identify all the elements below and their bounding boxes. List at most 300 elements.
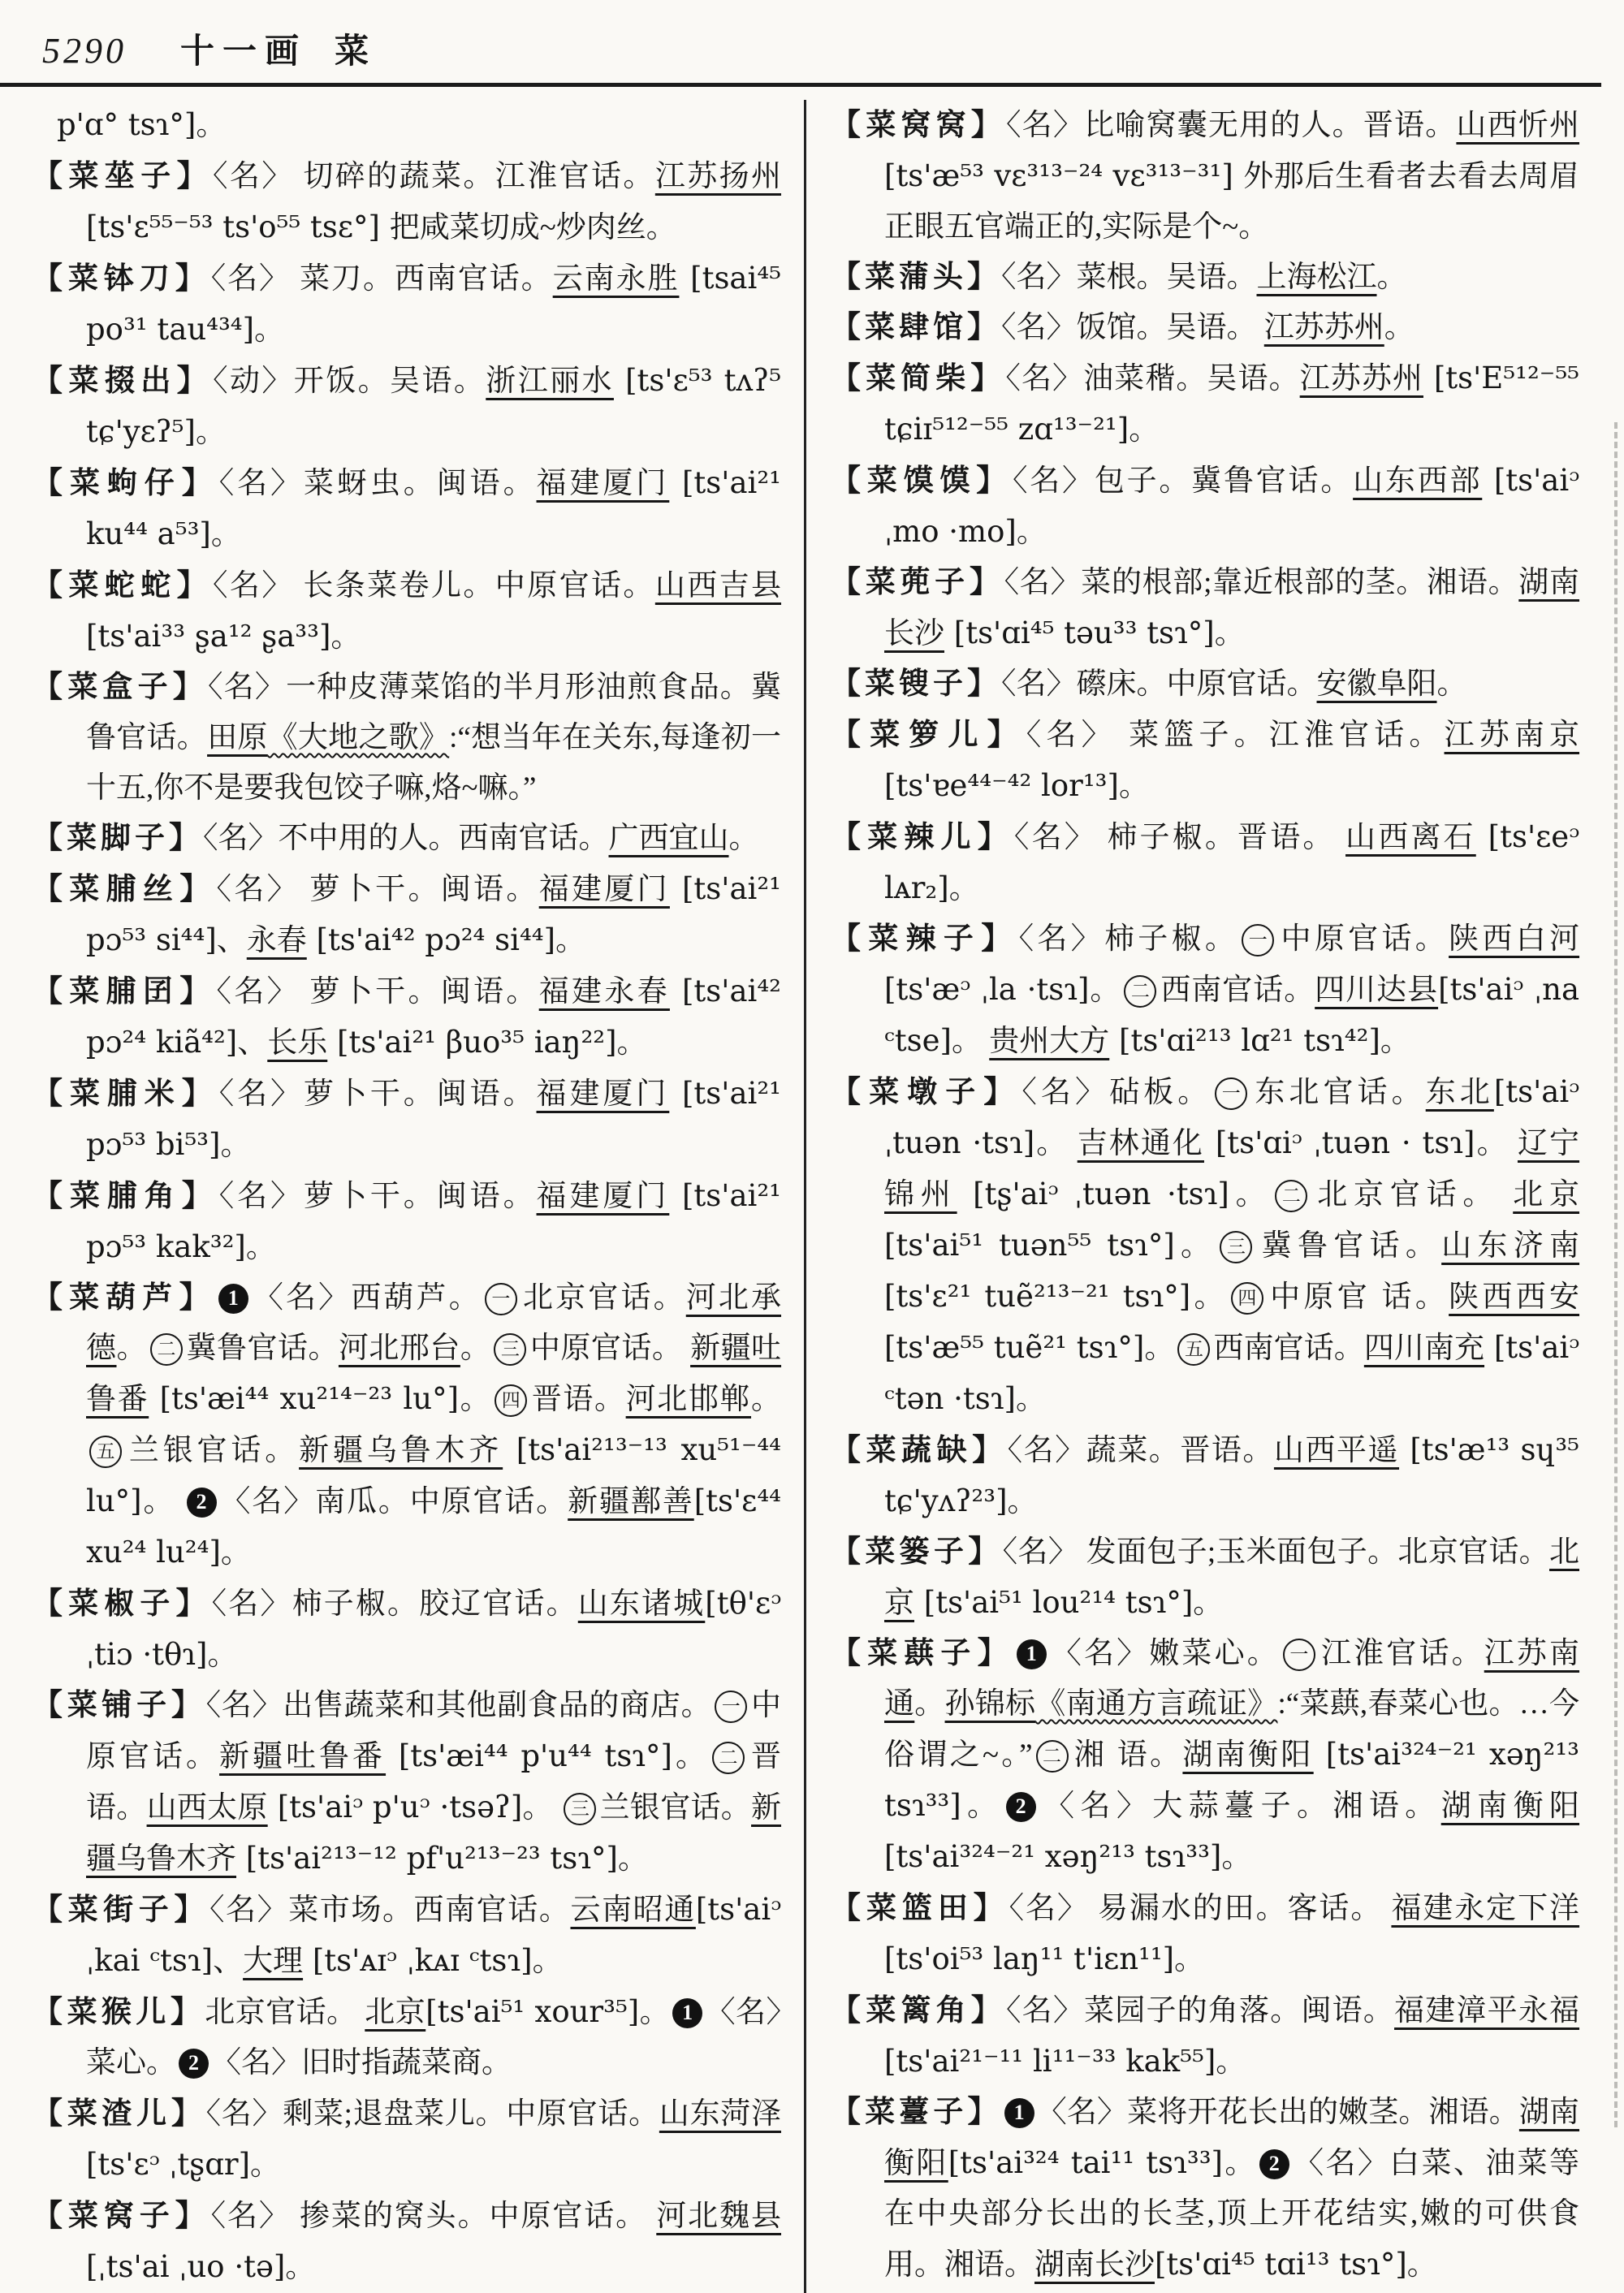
entry-text: 。 bbox=[1193, 1587, 1224, 1620]
place-name: 福建永春 bbox=[538, 975, 670, 1008]
entry-headword: 【菜蒲头】 bbox=[831, 261, 1001, 294]
ipa-transcription: [tʂ'aiᵓ ˌtuən ·tsɿ] bbox=[957, 1177, 1229, 1211]
entry-headword: 【菜蕻子】 bbox=[831, 1637, 1014, 1670]
dict-entry bbox=[32, 814, 781, 864]
ipa-transcription: [ts'æi⁴⁴ xu²¹⁴⁻²³ lu°] bbox=[149, 1381, 460, 1416]
dict-entry bbox=[32, 1885, 781, 1987]
place-name: 湖南衡阳 bbox=[1440, 1790, 1580, 1823]
entry-text: 。 bbox=[1406, 2248, 1437, 2282]
subsense-number-badge: 二 bbox=[1275, 1180, 1307, 1212]
entry-text: 。 bbox=[1380, 1025, 1410, 1058]
entry-text: 〈名〉砧板。 bbox=[1021, 1076, 1212, 1109]
entry-text: 。 bbox=[330, 620, 361, 654]
ipa-transcription: [ts'ai⁴² pɔ²⁴ si⁴⁴] bbox=[306, 922, 556, 957]
entry-text: 江淮官话。 bbox=[1318, 1637, 1484, 1670]
entry-text: 〈名〉油菜稭。吴语。 bbox=[1005, 362, 1300, 395]
ipa-transcription: [ts'ai²¹ ku⁴⁴ a⁵³] bbox=[86, 465, 782, 551]
entry-text: 。 bbox=[532, 1945, 563, 1978]
subsense-number-badge: 一 bbox=[715, 1691, 747, 1723]
entry-headword: 【菜辣儿】 bbox=[831, 821, 1014, 854]
dict-entry bbox=[831, 659, 1579, 710]
place-name: 陕西西安 bbox=[1449, 1280, 1580, 1314]
subsense-number-badge: 四 bbox=[495, 1384, 527, 1417]
entry-headword: 【菜窝窝】 bbox=[831, 109, 1006, 142]
entry-text: 〈名〉包子。冀鲁官话。 bbox=[1012, 464, 1354, 498]
entry-headword: 【菜葫芦】 bbox=[32, 1281, 216, 1315]
dict-entry bbox=[32, 560, 781, 663]
place-name: 安徽阜阳 bbox=[1316, 667, 1437, 701]
dict-entry bbox=[32, 1578, 781, 1681]
ipa-transcription: [ts'ai⁵¹ lou²¹⁴ tsɿ°] bbox=[914, 1585, 1194, 1620]
entry-text: 〈名〉 长条菜卷儿。中原官话。 bbox=[213, 569, 655, 602]
entry-text: 。 bbox=[1384, 311, 1415, 344]
ipa-transcription: [ts'oi⁵³ laŋ¹¹ t'iɛn¹¹] bbox=[884, 1941, 1175, 1976]
entry-text: 冀鲁官话。 bbox=[1255, 1229, 1442, 1263]
entry-text: 北京官话。 bbox=[520, 1281, 686, 1315]
place-name: 湖南衡阳 bbox=[884, 2096, 1580, 2180]
entry-text: 〈名〉菜的根部;靠近根部的茎。湘语。 bbox=[1004, 566, 1519, 599]
subsense-number-badge: 五 bbox=[89, 1436, 122, 1468]
entry-text: 〈名〉白菜、油菜等在中央部分长出的长茎,顶上开花结实,嫩的可供食用。湘语。 bbox=[884, 2147, 1580, 2282]
dict-entry bbox=[831, 1629, 1579, 1883]
ipa-transcription: [ts'ai⁵¹ tuən⁵⁵ tsɿ°] bbox=[884, 1228, 1175, 1263]
place-name: 江苏南通 bbox=[884, 1637, 1580, 1721]
entry-text: 冀鲁官话。 bbox=[186, 1332, 339, 1365]
place-name: 江苏苏州 bbox=[1263, 311, 1384, 344]
entry-text: 中原官话。 bbox=[529, 1332, 691, 1365]
dict-entry bbox=[831, 558, 1579, 659]
place-name: 北京 bbox=[884, 1535, 1579, 1620]
place-name: 河北魏县 bbox=[656, 2200, 782, 2233]
subsense-number-badge: 四 bbox=[1231, 1282, 1263, 1315]
entry-text: 。 bbox=[245, 1231, 276, 1264]
entry-text: 东北官话。 bbox=[1250, 1076, 1426, 1109]
ipa-transcription: [ts'ɑi²¹³ lɑ²¹ tsɿ⁴²] bbox=[1109, 1023, 1380, 1058]
place-name: 江苏扬州 bbox=[654, 160, 782, 193]
entry-text: 。 bbox=[961, 1790, 1004, 1823]
dict-entry bbox=[831, 303, 1579, 353]
ipa-transcription: [ts'aiᵓ ˌna ᶜtse] bbox=[884, 972, 1580, 1058]
place-name: 北京 bbox=[365, 1996, 426, 2029]
subsense-number-badge: 五 bbox=[1177, 1333, 1210, 1366]
place-name: 河北邯郸 bbox=[625, 1383, 752, 1416]
entry-text: 。 bbox=[1118, 770, 1149, 803]
place-name: 辽宁锦州 bbox=[884, 1127, 1580, 1211]
dict-entry bbox=[32, 1171, 781, 1273]
subsense-number-badge: 一 bbox=[1242, 924, 1274, 956]
entry-text: 。 bbox=[1034, 1127, 1078, 1160]
ipa-transcription: [ts'ai³²⁴⁻²¹ xəŋ²¹³ tsɿ³³] bbox=[884, 1839, 1222, 1874]
place-name: 山西离石 bbox=[1345, 821, 1476, 854]
place-name: 东北 bbox=[1425, 1076, 1494, 1109]
entry-text: 〈名〉菜心。 bbox=[86, 1996, 782, 2079]
dict-entry bbox=[831, 812, 1579, 914]
place-name: 新疆吐鲁番 bbox=[219, 1740, 387, 1773]
sense-number-badge: 1 bbox=[1017, 1639, 1047, 1669]
place-name: 湖南长沙 bbox=[884, 566, 1580, 650]
entry-headword: 【菜窝子】 bbox=[32, 2200, 211, 2233]
place-name: 福建永定下洋 bbox=[1391, 1892, 1580, 1925]
place-name: 福建厦门 bbox=[536, 1077, 670, 1111]
entry-text: 。 bbox=[1190, 1280, 1228, 1314]
subsense-number-badge: 二 bbox=[712, 1742, 745, 1774]
ipa-transcription: [ts'ᴀɪᵓ ˌkᴀɪ ᶜtsɿ] bbox=[303, 1943, 533, 1978]
place-name: 四川南充 bbox=[1363, 1332, 1485, 1365]
right-column bbox=[831, 100, 1579, 2293]
entry-headword: 【菜辣子】 bbox=[831, 922, 1019, 956]
dict-entry bbox=[831, 914, 1579, 1067]
dict-entry bbox=[32, 356, 781, 458]
entry-text: 兰银官话。 bbox=[599, 1791, 752, 1824]
ipa-transcription: [ts'ɐe⁴⁴⁻⁴² lor¹³] bbox=[884, 768, 1119, 803]
entry-headword: 【菜猴儿】 bbox=[32, 1996, 205, 2029]
dict-entry bbox=[831, 253, 1579, 303]
entry-text: 〈名〉 发面包子;玉米面包子。北京官话。 bbox=[1002, 1535, 1549, 1569]
entry-text: 北京官话。 bbox=[205, 1996, 365, 2029]
entry-text: 。 bbox=[1016, 516, 1047, 549]
subsense-number-badge: 一 bbox=[1283, 1639, 1315, 1671]
ipa-transcription: [ts'E⁵¹²⁻⁵⁵ tɕiɪ⁵¹²⁻⁵⁵ zɑ¹³⁻²¹] bbox=[884, 361, 1579, 447]
entry-columns bbox=[0, 87, 1624, 2293]
ipa-transcription: [ts'æ⁵³ vɛ³¹³⁻²⁴ vɛ³¹³⁻³¹] bbox=[884, 158, 1244, 193]
place-name: 永春 bbox=[246, 924, 307, 957]
entry-text: 、 bbox=[213, 1945, 244, 1978]
book-title: 《南通方言疏证》 bbox=[1035, 1687, 1278, 1721]
entry-text: 〈名〉菜将开花长出的嫩茎。湘语。 bbox=[1036, 2096, 1519, 2129]
entry-text: 。 bbox=[1007, 1485, 1038, 1518]
ipa-transcription: [ts'ai³²⁴ tai¹¹ tsɿ³³] bbox=[948, 2145, 1223, 2180]
place-name: 云南永胜 bbox=[552, 262, 680, 296]
entry-headword: 【菜箩儿】 bbox=[831, 719, 1026, 752]
entry-headword: 【菜馍馍】 bbox=[831, 464, 1013, 498]
entry-headword: 【菜蚼仔】 bbox=[32, 467, 219, 500]
entry-text: 〈名〉大蒜薹子。湘语。 bbox=[1038, 1790, 1441, 1823]
book-title: 《大地之歌》 bbox=[267, 721, 450, 754]
subsense-number-badge: 三 bbox=[1220, 1231, 1252, 1263]
entry-headword: 【菜锼子】 bbox=[831, 667, 1001, 701]
entry-headword: 【菜铺子】 bbox=[32, 1689, 206, 1722]
scan-edge-artifact bbox=[1614, 422, 1618, 2127]
entry-text: 〈名〉 柿子椒。晋语。 bbox=[1013, 821, 1346, 854]
person-name: 田原 bbox=[207, 721, 268, 754]
dict-entry bbox=[32, 2088, 781, 2191]
entry-headword: 【菜薹子】 bbox=[831, 2096, 1002, 2129]
entry-text: 。 bbox=[1229, 1178, 1272, 1211]
entry-text: 。 bbox=[1174, 1943, 1205, 1976]
entry-text: 。 bbox=[459, 1383, 492, 1416]
ipa-transcription: [ts'ɛ⁴⁴ xu²⁴ lu²⁴] bbox=[86, 1483, 782, 1570]
entry-text: 湘 语。 bbox=[1071, 1738, 1183, 1772]
entry-text: 。 bbox=[617, 1842, 648, 1876]
ipa-transcription: [ts'ai³³ ʂa¹² ʂa³³] bbox=[86, 619, 331, 654]
page-header bbox=[0, 0, 1624, 71]
entry-text: 〈名〉出售蔬菜和其他副食品的商店。 bbox=[205, 1689, 712, 1722]
dict-entry bbox=[831, 353, 1579, 456]
subsense-number-badge: 二 bbox=[150, 1333, 183, 1366]
entry-text: 。 bbox=[1129, 413, 1160, 447]
entry-text: 〈名〉旧时指蔬菜商。 bbox=[211, 2046, 512, 2079]
entry-text: :“菜蕻,春菜心也。…今俗谓之~。” bbox=[884, 1687, 1580, 1772]
ipa-transcription: [ts'ɑi⁴⁵ tɑi¹³ tsɿ°] bbox=[1155, 2247, 1407, 2282]
place-name: 北京 bbox=[1513, 1178, 1580, 1211]
entry-text: 兰银官话。 bbox=[125, 1434, 300, 1467]
ipa-transcription: [ts'ai²¹ pɔ⁵³ bi⁵³] bbox=[86, 1076, 782, 1162]
entry-text: 〈名〉 菜刀。西南官话。 bbox=[210, 262, 553, 296]
dict-entry bbox=[32, 1987, 781, 2088]
place-name: 四川达县 bbox=[1315, 974, 1439, 1007]
dict-entry bbox=[831, 1985, 1579, 2088]
subsense-number-badge: 一 bbox=[485, 1283, 517, 1315]
ipa-transcription: [ts'aiᵓ ˌkai ᶜtsɿ] bbox=[86, 1892, 782, 1978]
entry-headword: 【菜渣儿】 bbox=[32, 2097, 206, 2131]
entry-text: 〈名〉菜根。吴语。 bbox=[1001, 261, 1257, 294]
entry-headword: 【菜盒子】 bbox=[32, 671, 208, 704]
dict-entry bbox=[32, 864, 781, 966]
entry-text: 中原官话。 bbox=[1277, 922, 1449, 956]
dict-entry bbox=[32, 966, 781, 1069]
ipa-transcription: [ts'ai²¹³⁻¹³ xu⁵¹⁻⁴⁴ lu°] bbox=[86, 1432, 782, 1518]
ipa-transcription: [ts'æ¹³ sɥ³⁵ tɕ'yʌʔ²³] bbox=[884, 1432, 1580, 1518]
dict-entry bbox=[32, 1273, 781, 1578]
entry-text: 、 bbox=[216, 924, 247, 957]
ipa-transcription: [ts'ɛ²¹ tuẽ²¹³⁻²¹ tsɿ°] bbox=[884, 1279, 1191, 1314]
entry-headword: 【菜莝子】 bbox=[32, 160, 214, 193]
place-name: 广西宜山 bbox=[608, 822, 729, 855]
entry-text: 。 bbox=[948, 872, 979, 905]
entry-text: 西南官话。 bbox=[1160, 974, 1315, 1007]
dict-entry bbox=[32, 663, 781, 814]
entry-headword: 【菜脯角】 bbox=[32, 1180, 219, 1213]
entry-headword: 【菜蛇蛇】 bbox=[32, 569, 214, 602]
subsense-number-badge: 二 bbox=[1036, 1740, 1069, 1773]
ipa-transcription: [ts'ai⁵¹ xour³⁵] bbox=[425, 1994, 640, 2029]
place-name: 福建厦门 bbox=[538, 873, 670, 906]
entry-text: 〈名〉柿子椒。胶辽官话。 bbox=[211, 1587, 578, 1621]
place-name: 上海松江 bbox=[1256, 261, 1377, 294]
entry-text: 〈名〉萝卜干。闽语。 bbox=[218, 1180, 537, 1213]
entry-headword: 【菜脚子】 bbox=[32, 822, 203, 855]
place-name: 吉林通化 bbox=[1077, 1127, 1204, 1160]
entry-text: 〈名〉菜园子的角落。闽语。 bbox=[1005, 1994, 1395, 2027]
entry-text: 。 bbox=[207, 1639, 238, 1672]
entry-text: 〈动〉开饭。吴语。 bbox=[213, 365, 486, 398]
sense-number-badge: 2 bbox=[187, 1488, 217, 1518]
entry-text: 。 bbox=[914, 1687, 945, 1721]
entry-headword: 【菜椒子】 bbox=[32, 1587, 212, 1621]
entry-text: 〈名〉 掺菜的窝头。中原官话。 bbox=[210, 2200, 657, 2233]
subsense-number-badge: 三 bbox=[494, 1333, 526, 1366]
entry-text: 〈名〉菜蚜虫。闽语。 bbox=[218, 467, 537, 500]
place-name: 山西吉县 bbox=[654, 569, 782, 602]
entry-text: 。 bbox=[952, 1025, 990, 1058]
entry-headword: 【菜街子】 bbox=[32, 1894, 209, 1927]
entry-text: 〈名〉比喻窝囊无用的人。晋语。 bbox=[1005, 109, 1457, 142]
entry-text: 〈名〉柿子椒。 bbox=[1018, 922, 1239, 956]
place-name: 江苏苏州 bbox=[1299, 362, 1423, 395]
place-name: 云南昭通 bbox=[570, 1894, 696, 1927]
dict-entry bbox=[831, 1527, 1579, 1629]
entry-text: 〈名〉南瓜。中原官话。 bbox=[218, 1485, 568, 1518]
entry-headword: 【菜墩子】 bbox=[831, 1076, 1022, 1109]
ipa-transcription: [ts'ɑi⁴⁵ təu³³ tsɿ°] bbox=[944, 615, 1215, 650]
entry-text: 〈名〉嫩菜心。 bbox=[1048, 1637, 1280, 1670]
entry-text: 。 bbox=[1376, 261, 1407, 294]
ipa-transcription: [ts'ɛ⁵⁵⁻⁵³ ts'o⁵⁵ tsɛ°] bbox=[86, 209, 390, 244]
entry-headword: 【菜肆馆】 bbox=[831, 311, 1001, 344]
sense-number-badge: 2 bbox=[1259, 2149, 1289, 2179]
page-number: 5290 bbox=[42, 31, 127, 71]
subsense-number-badge: 二 bbox=[1124, 975, 1156, 1008]
entry-text: 〈名〉 萝卜干。闽语。 bbox=[216, 873, 539, 906]
column-divider bbox=[804, 100, 806, 2293]
place-name: 河北承德 bbox=[86, 1281, 782, 1365]
entry-text: 晋语。 bbox=[530, 1383, 626, 1416]
entry-text: 〈名〉剩菜;退盘菜儿。中原官话。 bbox=[205, 2097, 659, 2131]
place-name: 山西忻州 bbox=[1456, 109, 1580, 142]
entry-text: 。 bbox=[522, 1791, 561, 1824]
place-name: 湖南衡阳 bbox=[1182, 1738, 1314, 1772]
sense-number-badge: 1 bbox=[1004, 2098, 1034, 2128]
entry-text: 。 bbox=[220, 1129, 251, 1162]
entry-headword: 【菜篱角】 bbox=[831, 1994, 1006, 2027]
entry-text: 。 bbox=[1089, 974, 1121, 1007]
entry-text: 。 bbox=[195, 416, 226, 449]
place-name: 山东西部 bbox=[1353, 464, 1483, 498]
entry-text: 〈名〉蔬菜。晋语。 bbox=[1007, 1434, 1274, 1467]
ipa-transcription: [ts'ɛeᵓ lᴀr₂] bbox=[884, 819, 1580, 905]
place-name: 福建厦门 bbox=[536, 467, 670, 500]
entry-text: 〈名〉 萝卜干。闽语。 bbox=[216, 975, 539, 1008]
dict-entry bbox=[831, 710, 1579, 812]
place-name: 湖南长沙 bbox=[1034, 2248, 1155, 2282]
entry-text: 。 bbox=[220, 1536, 251, 1570]
entry-text: 〈名〉 易漏水的田。客话。 bbox=[1009, 1892, 1392, 1925]
place-name: 福建厦门 bbox=[536, 1180, 670, 1213]
ipa-transcription: [ts'ai²¹ βuo³⁵ iaŋ²²] bbox=[327, 1025, 617, 1060]
ipa-transcription: [ts'ɛᵓ ˌtʂɑr] bbox=[86, 2147, 251, 2182]
entry-headword: 【菜钵刀】 bbox=[32, 262, 211, 296]
ipa-transcription: [ts'aiᵓ ˌmo ·mo] bbox=[884, 463, 1580, 549]
entry-text: 。 bbox=[210, 518, 241, 551]
entry-text: 〈名〉 切碎的蔬菜。江淮官话。 bbox=[213, 160, 655, 193]
place-name: 新疆鄯善 bbox=[568, 1485, 694, 1518]
entry-text: 外那后生看者去看去周眉正眼五官端正的,实际是个~。 bbox=[884, 160, 1580, 244]
entry-headword: 【菜篓子】 bbox=[831, 1535, 1003, 1569]
entry-headword: 【菜蔸子】 bbox=[831, 566, 1004, 599]
entry-text: 〈名〉萝卜干。闽语。 bbox=[218, 1077, 537, 1111]
entry-text: 〈名〉西葫芦。 bbox=[250, 1281, 482, 1315]
ipa-transcription: [ts'æ⁵⁵ tuẽ²¹ tsɿ°] bbox=[884, 1330, 1145, 1365]
sense-number-badge: 2 bbox=[1006, 1792, 1036, 1822]
entry-text: 。 bbox=[555, 924, 586, 957]
place-name: 新疆乌鲁木齐 bbox=[299, 1434, 503, 1467]
place-name: 山西平遥 bbox=[1273, 1434, 1400, 1467]
entry-text: 。 bbox=[639, 1996, 671, 2029]
entry-text: 。 bbox=[460, 1332, 491, 1365]
place-name: 河北邢台 bbox=[338, 1332, 460, 1365]
place-name: 大理 bbox=[243, 1945, 304, 1978]
entry-text: 、 bbox=[237, 1026, 268, 1060]
place-name: 山东济南 bbox=[1441, 1229, 1580, 1263]
entry-text: 。 bbox=[1015, 1383, 1046, 1416]
entry-text: 〈名〉礤床。中原官话。 bbox=[1001, 667, 1317, 701]
entry-text: 。 bbox=[1221, 1841, 1252, 1874]
ipa-transcription: [ts'ɛ⁵³ tʌʔ⁵ tɕ'yɛʔ⁵] bbox=[86, 363, 782, 449]
entry-headword: 【菜篮田】 bbox=[831, 1892, 1009, 1925]
entry-text: 。 bbox=[1475, 1127, 1518, 1160]
place-name: 新疆吐鲁番 bbox=[86, 1332, 782, 1416]
ipa-transcription: [ts'ai²¹ pɔ⁵³ si⁴⁴] bbox=[86, 871, 782, 957]
left-column bbox=[32, 100, 781, 2293]
entry-text: 晋 语。 bbox=[86, 1740, 782, 1824]
radical-character: 菜 bbox=[335, 33, 369, 71]
entry-text: 。 bbox=[1174, 1229, 1217, 1263]
ipa-transcription: [ts'ai⁴² pɔ²⁴ kiã⁴²] bbox=[86, 974, 782, 1060]
sense-number-badge: 1 bbox=[672, 1998, 702, 2028]
entry-text: 〈名〉不中用的人。西南官话。 bbox=[203, 822, 609, 855]
dict-entry bbox=[831, 2088, 1579, 2291]
entry-headword: 【菜蔬缺】 bbox=[831, 1434, 1008, 1467]
dict-entry bbox=[831, 1425, 1579, 1527]
entry-text: 。 bbox=[728, 822, 759, 855]
entry-text: 。 bbox=[672, 1740, 710, 1773]
ipa-transcription: [ts'ai³²⁴⁻²¹ xəŋ²¹³ tsɿ³³] bbox=[884, 1737, 1579, 1823]
entry-text: 中原官 话。 bbox=[1266, 1280, 1449, 1314]
stroke-section-label: 十一画 bbox=[180, 33, 308, 71]
carryover-line bbox=[32, 100, 781, 151]
place-name: 山东菏泽 bbox=[659, 2097, 782, 2131]
entry-text: 。 bbox=[254, 313, 285, 347]
place-name: 福建漳平永福 bbox=[1394, 1994, 1580, 2027]
entry-headword: 【菜掇出】 bbox=[32, 365, 214, 398]
entry-text: 〈名〉 菜篮子。江淮官话。 bbox=[1026, 719, 1445, 752]
entry-text: 。 bbox=[616, 1026, 647, 1060]
entry-text: 〈名〉饭馆。吴语。 bbox=[1001, 311, 1264, 344]
dict-entry bbox=[32, 1069, 781, 1171]
ipa-transcription: [ts'æᵓ ˌla ·tsɿ] bbox=[884, 972, 1090, 1007]
dict-entry bbox=[831, 456, 1579, 558]
dict-entry bbox=[32, 2191, 781, 2293]
dict-entry bbox=[32, 1681, 781, 1885]
dict-entry bbox=[831, 1883, 1579, 1985]
ipa-transcription: p'ɑ° tsɿ°]。 bbox=[57, 107, 227, 142]
entry-text: :“想当年在关东,每逢初一十五,你不是要我包饺子嘛,烙~嘛。” bbox=[86, 721, 782, 805]
ipa-transcription: [ts'aiᵓ ᶜtən ·tsɿ] bbox=[884, 1330, 1580, 1416]
ipa-transcription: [ts'aiᵓ ˌtuən ·tsɿ] bbox=[884, 1074, 1580, 1160]
place-name: 贵州大方 bbox=[989, 1025, 1110, 1058]
entry-text: 〈名〉一种皮薄菜馅的半月形油煎食品。冀鲁官话。 bbox=[86, 671, 782, 754]
entry-text: 。 bbox=[1144, 1332, 1175, 1365]
subsense-number-badge: 三 bbox=[564, 1793, 596, 1825]
ipa-transcription: [ts'æi⁴⁴ p'u⁴⁴ tsɿ°] bbox=[386, 1738, 672, 1773]
entry-text: 把咸菜切成~炒肉丝。 bbox=[389, 211, 676, 244]
entry-text: 。 bbox=[250, 2148, 281, 2182]
sense-number-badge: 2 bbox=[179, 2049, 209, 2079]
sense-number-badge: 1 bbox=[218, 1284, 248, 1314]
entry-headword: 【菜脯米】 bbox=[32, 1077, 219, 1111]
place-name: 山东诸城 bbox=[577, 1587, 706, 1621]
entry-headword: 【菜脯囝】 bbox=[32, 975, 217, 1008]
ipa-transcription: [tsai⁴⁵ po³¹ tau⁴³⁴] bbox=[86, 261, 781, 347]
entry-text: 。 bbox=[751, 1383, 782, 1416]
entry-text: 。 bbox=[1436, 667, 1467, 701]
entry-text: 中原官话。 bbox=[86, 1689, 782, 1773]
place-name: 陕西白河 bbox=[1449, 922, 1580, 956]
ipa-transcription: [ts'ai²¹ pɔ⁵³ kak³²] bbox=[86, 1178, 782, 1264]
ipa-transcription: [ts'ai²¹³⁻¹² pf'u²¹³⁻²³ tsɿ°] bbox=[236, 1841, 618, 1876]
entry-headword: 【菜简柴】 bbox=[831, 362, 1006, 395]
subsense-number-badge: 一 bbox=[1215, 1077, 1247, 1110]
